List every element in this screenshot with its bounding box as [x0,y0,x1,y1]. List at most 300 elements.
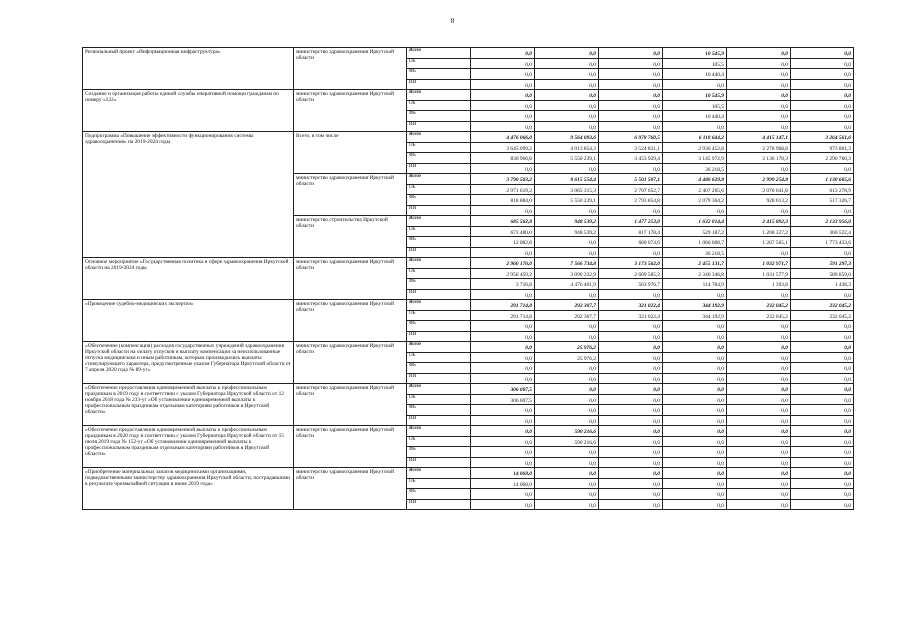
amount-cell: 3 790 503,2 [471,174,535,185]
amount-cell: 0,0 [471,205,535,216]
amount-cell: 0,0 [791,415,854,426]
amount-cell: 2 455 131,7 [663,258,727,269]
amount-cell: 0,0 [727,100,791,111]
amount-cell: 0,0 [535,111,599,122]
amount-cell: 1 066 608,7 [663,237,727,248]
funding-source: ИИ [407,373,471,384]
amount-cell: 10 545,9 [663,48,727,59]
amount-cell: 344 192,9 [663,300,727,311]
amount-cell: 0,0 [471,111,535,122]
amount-cell: 0,0 [663,342,727,353]
amount-cell: 1 773 433,6 [791,237,854,248]
amount-cell: 3 453 929,4 [599,153,663,164]
amount-cell: 0,0 [471,447,535,458]
amount-cell: 1 130 605,6 [791,174,854,185]
amount-cell: 344 192,9 [663,310,727,321]
funding-source: ИИ [407,79,471,90]
amount-cell: 2 340 346,8 [663,268,727,279]
amount-cell: 0,0 [599,489,663,500]
amount-cell: 0,0 [471,69,535,80]
amount-cell: 673 480,0 [471,226,535,237]
amount-cell: 0,0 [535,405,599,416]
amount-cell: 114 784,9 [663,279,727,290]
amount-cell: 0,0 [535,247,599,258]
amount-cell: 321 022,4 [599,310,663,321]
activity-name: Подпрограмма «Повышение эффективности функционирования системы здравоохранения» на 2019-2024 годы [83,132,294,258]
amount-cell: 36 218,5 [663,247,727,258]
amount-cell: 0,0 [663,489,727,500]
amount-cell: 0,0 [599,100,663,111]
amount-cell: 0,0 [727,289,791,300]
amount-cell: 360 522,4 [791,226,854,237]
amount-cell: 0,0 [599,289,663,300]
amount-cell: 3 173 562,0 [599,258,663,269]
amount-cell: 0,0 [599,363,663,374]
amount-cell: 1 477 253,0 [599,216,663,227]
amount-cell: 0,0 [599,405,663,416]
responsible-executor: министерство здравоохранения Иркутской области [294,90,407,132]
amount-cell: 0,0 [791,321,854,332]
amount-cell: 5 550 239,1 [535,195,599,206]
amount-cell: 306 007,5 [471,384,535,395]
amount-cell: 0,0 [727,111,791,122]
funding-source: ИИ [407,289,471,300]
amount-cell: 232 045,2 [791,300,854,311]
funding-source: ФБ [407,237,471,248]
amount-cell: 10 440,4 [663,111,727,122]
amount-cell: 4 476 066,0 [471,132,535,143]
activity-name: «Обеспечение (компенсация) расходов государственных учреждений здравоохранения Иркутской области на оплату отпусков и выплату компенсации за неиспользованные отпуска медицинским и иным работникам, которым производились выплаты стимулирующего характера, предусмотренные указом Губернатора Иркутской области от 7 апреля 2020 года № 89-уг» [83,342,294,384]
activity-name: «Обеспечение предоставления единовременной выплаты к профессиональным праздникам в 2019 году в соответствии с указом Губернатора Иркутской области от 12 ноября 2018 года № 233-уг «Об установлении единовременной выплаты к профессиональным праздникам отдельным категориям работников в Иркутской области» [83,384,294,426]
amount-cell: 0,0 [535,163,599,174]
amount-cell: 0,0 [535,58,599,69]
amount-cell: 0,0 [727,426,791,437]
funding-source: ОБ [407,142,471,153]
amount-cell: 0,0 [599,457,663,468]
amount-cell: 0,0 [791,69,854,80]
amount-cell: 0,0 [663,405,727,416]
amount-cell: 0,0 [599,373,663,384]
amount-cell: 2 407 265,6 [663,184,727,195]
funding-source: Всего [407,258,471,269]
amount-cell: 0,0 [471,352,535,363]
amount-cell: 0,0 [727,205,791,216]
amount-cell: 0,0 [791,489,854,500]
amount-cell: 0,0 [663,447,727,458]
funding-source: ОБ [407,226,471,237]
funding-source: ИИ [407,331,471,342]
funding-source: ОБ [407,184,471,195]
funding-source: ФБ [407,195,471,206]
amount-cell: 0,0 [471,247,535,258]
amount-cell: 0,0 [599,247,663,258]
amount-cell: 2 956 459,2 [471,268,535,279]
amount-cell: 0,0 [727,79,791,90]
budget-table [82,47,854,510]
amount-cell: 0,0 [663,457,727,468]
amount-cell: 0,0 [535,237,599,248]
activity-name: «Проведение судебно-медицинских экспертиз» [83,300,294,342]
funding-source: ФБ [407,405,471,416]
amount-cell: 0,0 [791,499,854,510]
amount-cell: 1 207 565,1 [727,237,791,248]
amount-cell: 0,0 [663,436,727,447]
table-row [83,48,854,59]
amount-cell: 0,0 [535,205,599,216]
amount-cell: 0,0 [471,163,535,174]
amount-cell: 0,0 [535,100,599,111]
amount-cell: 2 136 178,3 [727,153,791,164]
amount-cell: 1 393,8 [727,279,791,290]
funding-source: ИИ [407,163,471,174]
amount-cell: 0,0 [663,384,727,395]
amount-cell: 0,0 [471,90,535,101]
responsible-executor: министерство здравоохранения Иркутской области [294,384,407,426]
amount-cell: 0,0 [791,79,854,90]
amount-cell: 0,0 [663,478,727,489]
amount-cell: 948 539,2 [535,216,599,227]
amount-cell: 0,0 [727,478,791,489]
amount-cell: 14 068,0 [471,468,535,479]
amount-cell: 0,0 [791,405,854,416]
amount-cell: 0,0 [599,468,663,479]
activity-name: Основное мероприятие «Государственная политика в сфере здравоохранения Иркутской области на 2019-2024 годы [83,258,294,300]
amount-cell: 0,0 [471,426,535,437]
amount-cell: 0,0 [791,447,854,458]
amount-cell: 0,0 [791,373,854,384]
amount-cell: 0,0 [727,342,791,353]
amount-cell: 0,0 [727,331,791,342]
amount-cell: 0,0 [791,289,854,300]
amount-cell: 0,0 [535,90,599,101]
amount-cell: 0,0 [599,48,663,59]
funding-source: ФБ [407,153,471,164]
amount-cell: 0,0 [599,436,663,447]
amount-cell: 0,0 [791,205,854,216]
amount-cell: 0,0 [471,436,535,447]
amount-cell: 0,0 [663,331,727,342]
funding-source: ИИ [407,499,471,510]
amount-cell: 10 440,4 [663,69,727,80]
amount-cell: 2 999 254,8 [727,174,791,185]
table-row [83,132,854,143]
activity-name: «Приобретение материальных запасов медицинскими организациями, подведомственными министерству здравоохранения Иркутской области, пострадавшими в результате чрезвычайной ситуации в июне 2019 года» [83,468,294,510]
amount-cell: 1 032 971,7 [727,258,791,269]
amount-cell: 232 045,2 [791,310,854,321]
amount-cell: 0,0 [535,478,599,489]
amount-cell: 6 978 760,5 [599,132,663,143]
amount-cell: 0,0 [791,90,854,101]
amount-cell: 0,0 [535,373,599,384]
amount-cell: 3 090 332,9 [535,268,599,279]
amount-cell: 3 524 831,1 [599,142,663,153]
amount-cell: 0,0 [599,447,663,458]
amount-cell: 0,0 [727,48,791,59]
amount-cell: 0,0 [727,121,791,132]
amount-cell: 0,0 [727,499,791,510]
amount-cell: 1 208 327,2 [727,226,791,237]
amount-cell: 928 613,2 [727,195,791,206]
amount-cell: 0,0 [471,499,535,510]
amount-cell: 0,0 [599,69,663,80]
amount-cell: 10 545,9 [663,90,727,101]
amount-cell: 0,0 [663,468,727,479]
amount-cell: 105,5 [663,100,727,111]
amount-cell: 0,0 [471,363,535,374]
amount-cell: 232 045,2 [727,300,791,311]
responsible-executor: министерство здравоохранения Иркутской области [294,468,407,510]
amount-cell: 0,0 [535,331,599,342]
funding-source: Всего [407,48,471,59]
amount-cell: 105,5 [663,58,727,69]
amount-cell: 3 645 099,2 [471,142,535,153]
amount-cell: 685 562,8 [471,216,535,227]
amount-cell: 0,0 [727,90,791,101]
amount-cell: 3 065 315,3 [535,184,599,195]
amount-cell: 0,0 [471,121,535,132]
amount-cell: 0,0 [727,163,791,174]
funding-source: ОБ [407,58,471,69]
amount-cell: 660 074,6 [599,237,663,248]
amount-cell: 1 438,3 [791,279,854,290]
amount-cell: 0,0 [727,405,791,416]
responsible-executor: Всего, в том числе [294,132,407,174]
amount-cell: 589 859,0 [791,268,854,279]
amount-cell: 517 326,7 [791,195,854,206]
funding-source: ИИ [407,205,471,216]
amount-cell: 0,0 [791,363,854,374]
amount-cell: 0,0 [791,436,854,447]
activity-name: Региональный проект «Информационная инфраструктура» [83,48,294,90]
amount-cell: 291 714,8 [471,310,535,321]
amount-cell: 0,0 [599,111,663,122]
amount-cell: 0,0 [535,48,599,59]
amount-cell: 0,0 [791,111,854,122]
amount-cell: 306 007,5 [471,394,535,405]
amount-cell: 0,0 [663,205,727,216]
amount-cell: 2 793 854,8 [599,195,663,206]
amount-cell: 0,0 [599,205,663,216]
amount-cell: 2 079 364,2 [663,195,727,206]
amount-cell: 2 278 968,8 [727,142,791,153]
amount-cell: 2 415 892,3 [727,216,791,227]
amount-cell: 0,0 [599,121,663,132]
amount-cell: 590 216,6 [535,426,599,437]
funding-source: ФБ [407,279,471,290]
amount-cell: 0,0 [535,321,599,332]
amount-cell: 0,0 [599,415,663,426]
amount-cell: 0,0 [471,100,535,111]
funding-source: Всего [407,384,471,395]
amount-cell: 321 022,4 [599,300,663,311]
activity-name: Создание и организация работы единой службы оперативной помощи гражданам по номеру «122» [83,90,294,132]
funding-source: ОБ [407,100,471,111]
amount-cell: 0,0 [663,289,727,300]
amount-cell: 1 031 577,9 [727,268,791,279]
funding-source: Всего [407,300,471,311]
funding-source: Всего [407,132,471,143]
amount-cell: 0,0 [599,352,663,363]
responsible-executor: министерство строительства Иркутской области [294,216,407,258]
funding-source: ОБ [407,268,471,279]
table-row [83,300,854,311]
amount-cell: 291 714,8 [471,300,535,311]
amount-cell: 0,0 [471,415,535,426]
funding-source: Всего [407,468,471,479]
amount-cell: 9 564 093,6 [535,132,599,143]
amount-cell: 0,0 [727,321,791,332]
amount-cell: 0,0 [727,384,791,395]
responsible-executor: министерство здравоохранения Иркутской области [294,174,407,216]
amount-cell: 0,0 [791,457,854,468]
funding-source: ФБ [407,489,471,500]
amount-cell: 232 045,2 [727,310,791,321]
amount-cell: 0,0 [599,90,663,101]
amount-cell: 0,0 [471,79,535,90]
amount-cell: 0,0 [599,321,663,332]
amount-cell: 0,0 [471,331,535,342]
amount-cell: 4 486 629,8 [663,174,727,185]
amount-cell: 529 187,2 [663,226,727,237]
amount-cell: 0,0 [599,58,663,69]
activity-name: «Обеспечение предоставления единовременной выплаты к профессиональным праздникам в 2020 году в соответствии с указом Губернатора Иркутской области от 15 июля 2019 года № 152-уг «Об установлении единовременной выплаты к профессиональным праздникам отдельным категориям работников в Иркутской области» [83,426,294,468]
amount-cell: 973 801,3 [791,142,854,153]
amount-cell: 0,0 [471,457,535,468]
amount-cell: 0,0 [727,436,791,447]
amount-cell: 0,0 [727,352,791,363]
amount-cell: 0,0 [535,69,599,80]
amount-cell: 0,0 [663,321,727,332]
amount-cell: 948 539,2 [535,226,599,237]
amount-cell: 0,0 [791,331,854,342]
amount-cell: 0,0 [599,384,663,395]
amount-cell: 0,0 [535,79,599,90]
table-row [83,384,854,395]
amount-cell: 0,0 [727,247,791,258]
amount-cell: 0,0 [727,489,791,500]
amount-cell: 0,0 [663,426,727,437]
responsible-executor: министерство здравоохранения Иркутской области [294,300,407,342]
funding-source: ФБ [407,363,471,374]
amount-cell: 0,0 [535,384,599,395]
funding-source: ИИ [407,415,471,426]
amount-cell: 36 218,5 [663,163,727,174]
amount-cell: 591 297,3 [791,258,854,269]
responsible-executor: министерство здравоохранения Иркутской области [294,426,407,468]
amount-cell: 5 550 239,1 [535,153,599,164]
funding-source: ОБ [407,436,471,447]
amount-cell: 0,0 [663,79,727,90]
funding-source: Всего [407,216,471,227]
funding-source: Всего [407,90,471,101]
amount-cell: 2 070 641,8 [727,184,791,195]
amount-cell: 5 501 507,1 [599,174,663,185]
funding-source: ИИ [407,457,471,468]
amount-cell: 3 264 561,6 [791,132,854,143]
amount-cell: 0,0 [663,415,727,426]
amount-cell: 0,0 [535,457,599,468]
page-number: 8 [450,17,455,25]
funding-source: ОБ [407,352,471,363]
amount-cell: 0,0 [535,289,599,300]
amount-cell: 613 278,9 [791,184,854,195]
funding-source: ИИ [407,247,471,258]
amount-cell: 2 936 452,8 [663,142,727,153]
amount-cell: 0,0 [535,394,599,405]
amount-cell: 0,0 [791,100,854,111]
amount-cell: 0,0 [535,447,599,458]
amount-cell: 3 145 972,9 [663,153,727,164]
amount-cell: 12 082,8 [471,237,535,248]
funding-source: ОБ [407,310,471,321]
amount-cell: 0,0 [599,331,663,342]
amount-cell: 2 609 585,3 [599,268,663,279]
amount-cell: 0,0 [599,163,663,174]
amount-cell: 3 716,8 [471,279,535,290]
amount-cell: 0,0 [535,489,599,500]
amount-cell: 0,0 [791,468,854,479]
amount-cell: 0,0 [471,373,535,384]
amount-cell: 0,0 [471,321,535,332]
amount-cell: 14 068,0 [471,478,535,489]
amount-cell: 0,0 [727,447,791,458]
amount-cell: 8 615 554,4 [535,174,599,185]
funding-source: ФБ [407,447,471,458]
amount-cell: 0,0 [727,58,791,69]
amount-cell: 0,0 [599,478,663,489]
amount-cell: 0,0 [663,373,727,384]
funding-source: ИИ [407,121,471,132]
amount-cell: 0,0 [663,352,727,363]
amount-cell: 563 976,7 [599,279,663,290]
amount-cell: 4 415 147,1 [727,132,791,143]
amount-cell: 2 971 619,2 [471,184,535,195]
amount-cell: 292 307,7 [535,310,599,321]
amount-cell: 0,0 [791,342,854,353]
amount-cell: 0,0 [535,121,599,132]
amount-cell: 0,0 [791,384,854,395]
amount-cell: 25 976,2 [535,352,599,363]
funding-source: ФБ [407,69,471,80]
amount-cell: 2 960 176,0 [471,258,535,269]
amount-cell: 0,0 [791,48,854,59]
amount-cell: 2 133 956,0 [791,216,854,227]
funding-source: Всего [407,174,471,185]
funding-source: Всего [407,342,471,353]
amount-cell: 0,0 [791,426,854,437]
responsible-executor: министерство здравоохранения Иркутской области [294,258,407,300]
amount-cell: 0,0 [791,121,854,132]
amount-cell: 0,0 [727,468,791,479]
amount-cell: 0,0 [471,405,535,416]
amount-cell: 0,0 [663,121,727,132]
amount-cell: 0,0 [727,457,791,468]
amount-cell: 0,0 [471,489,535,500]
amount-cell: 0,0 [599,426,663,437]
amount-cell: 0,0 [471,48,535,59]
amount-cell: 817 178,4 [599,226,663,237]
table-row [83,426,854,437]
amount-cell: 0,0 [535,468,599,479]
amount-cell: 818 884,0 [471,195,535,206]
table-row [83,90,854,101]
amount-cell: 292 307,7 [535,300,599,311]
amount-cell: 0,0 [663,394,727,405]
amount-cell: 0,0 [727,373,791,384]
responsible-executor: министерство здравоохранения Иркутской области [294,342,407,384]
amount-cell: 4 476 401,9 [535,279,599,290]
amount-cell: 4 013 854,3 [535,142,599,153]
